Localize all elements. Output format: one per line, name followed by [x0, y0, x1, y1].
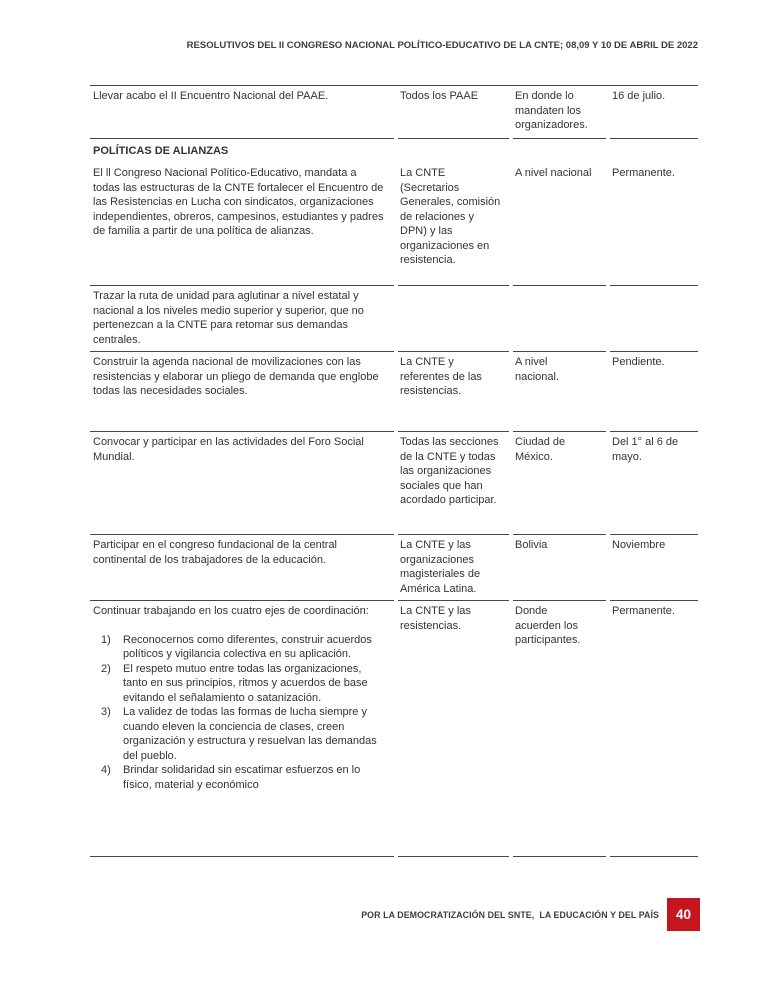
cell-activity: Participar en el congreso fundacional de la central continental de los trabajadores de la educación. — [90, 535, 394, 601]
page-number: 40 — [675, 907, 692, 922]
list-item — [101, 662, 384, 706]
cell-when: Permanente. — [610, 163, 698, 286]
cell-where: Donde acuerden los participantes. — [513, 601, 606, 857]
cell-where: Bolivia — [513, 535, 606, 601]
table-section-row — [90, 139, 698, 163]
list-item — [101, 763, 384, 792]
cell-where — [513, 286, 606, 352]
table-row — [90, 535, 698, 601]
cell-who: La CNTE y las organizaciones magisteriales de América Latina. — [398, 535, 509, 601]
cell-activity: Llevar acabo el II Encuentro Nacional del PAAE. — [90, 86, 394, 139]
cell-when — [610, 286, 698, 352]
cell-when: 16 de julio. — [610, 86, 698, 139]
section-title: POLÍTICAS DE ALIANZAS — [93, 145, 229, 157]
table-row — [90, 352, 698, 432]
table-row — [90, 601, 698, 857]
item-text: Reconocernos como diferentes, construir acuerdos políticos y vigilancia colectiva en su aplicación. — [123, 633, 372, 660]
cell-when: Noviembre — [610, 535, 698, 601]
table-row — [90, 432, 698, 535]
cell-activity: Convocar y participar en las actividades del Foro Social Mundial. — [90, 432, 394, 535]
table-row — [90, 163, 698, 286]
cell-activity — [90, 601, 394, 857]
list-item — [101, 705, 384, 763]
page-number-badge — [667, 898, 700, 931]
cell-who — [398, 286, 509, 352]
item-text: Brindar solidaridad sin escatimar esfuerzos en lo físico, material y económico — [123, 764, 361, 791]
cell-when: Permanente. — [610, 601, 698, 857]
header-title: RESOLUTIVOS DEL II CONGRESO NACIONAL POLÍTICO-EDUCATIVO DE LA CNTE; 08,09 Y 10 DE ABRIL DE 2022 — [186, 40, 698, 51]
item-number: 3) — [101, 706, 111, 718]
cell-who: La CNTE y las resistencias. — [398, 601, 509, 857]
cell-when: Del 1° al 6 de mayo. — [610, 432, 698, 535]
footer-slogan: POR LA DEMOCRATIZACIÓN DEL SNTE, LA EDUCACIÓN Y DEL PAÍS — [361, 909, 659, 920]
item-number: 1) — [101, 633, 111, 646]
cell-where: A nivel nacional. — [513, 352, 606, 432]
cell-when: Pendiente. — [610, 352, 698, 432]
page-footer — [361, 898, 700, 931]
list-item — [101, 633, 384, 662]
page-header — [90, 40, 698, 51]
cell-where: A nivel nacional — [513, 163, 606, 286]
cell-who: Todas las secciones de la CNTE y todas las organizaciones sociales que han acordado participar. — [398, 432, 509, 535]
item-number: 2) — [101, 662, 111, 675]
item-number: 4) — [101, 764, 111, 776]
cell-where: Ciudad de México. — [513, 432, 606, 535]
table-row — [90, 286, 698, 352]
activity-intro: Continuar trabajando en los cuatro ejes de coordinación: — [93, 605, 369, 617]
cell-activity: El ll Congreso Nacional Político-Educativo, mandata a todas las estructuras de la CNTE fortalecer el Encuentro de las Resistencias en Lucha con sindicatos, organizaciones independientes, obreros, campesinos, estudiantes y padres de familia a partir de una política de alianzas. — [90, 163, 394, 286]
cell-who: La CNTE (Secretarios Generales, comisión de relaciones y DPN) y las organizaciones en resistencia. — [398, 163, 509, 286]
table-row — [90, 86, 698, 139]
item-text: La validez de todas las formas de lucha siempre y cuando eleven la conciencia de clases, creen organización y estructura y resuelvan las demandas del pueblo. — [123, 706, 377, 762]
cell-where: En donde lo mandaten los organizadores. — [513, 86, 606, 139]
numbered-list — [101, 633, 384, 793]
cell-who: La CNTE y referentes de las resistencias. — [398, 352, 509, 432]
cell-activity: Trazar la ruta de unidad para aglutinar a nivel estatal y nacional a los niveles medio superior y superior, que no pertenezcan a la CNTE para retomar sus demandas centrales. — [90, 286, 394, 352]
cell-activity: Construir la agenda nacional de movilizaciones con las resistencias y elaborar un pliego de demanda que englobe todas las necesidades sociales. — [90, 352, 394, 432]
item-text: El respeto mutuo entre todas las organizaciones, tanto en sus principios, ritmos y acuerdos de base evitando el señalamiento o satanización. — [123, 662, 368, 704]
resolutions-table — [90, 85, 698, 857]
cell-who: Todos los PAAE — [398, 86, 509, 139]
